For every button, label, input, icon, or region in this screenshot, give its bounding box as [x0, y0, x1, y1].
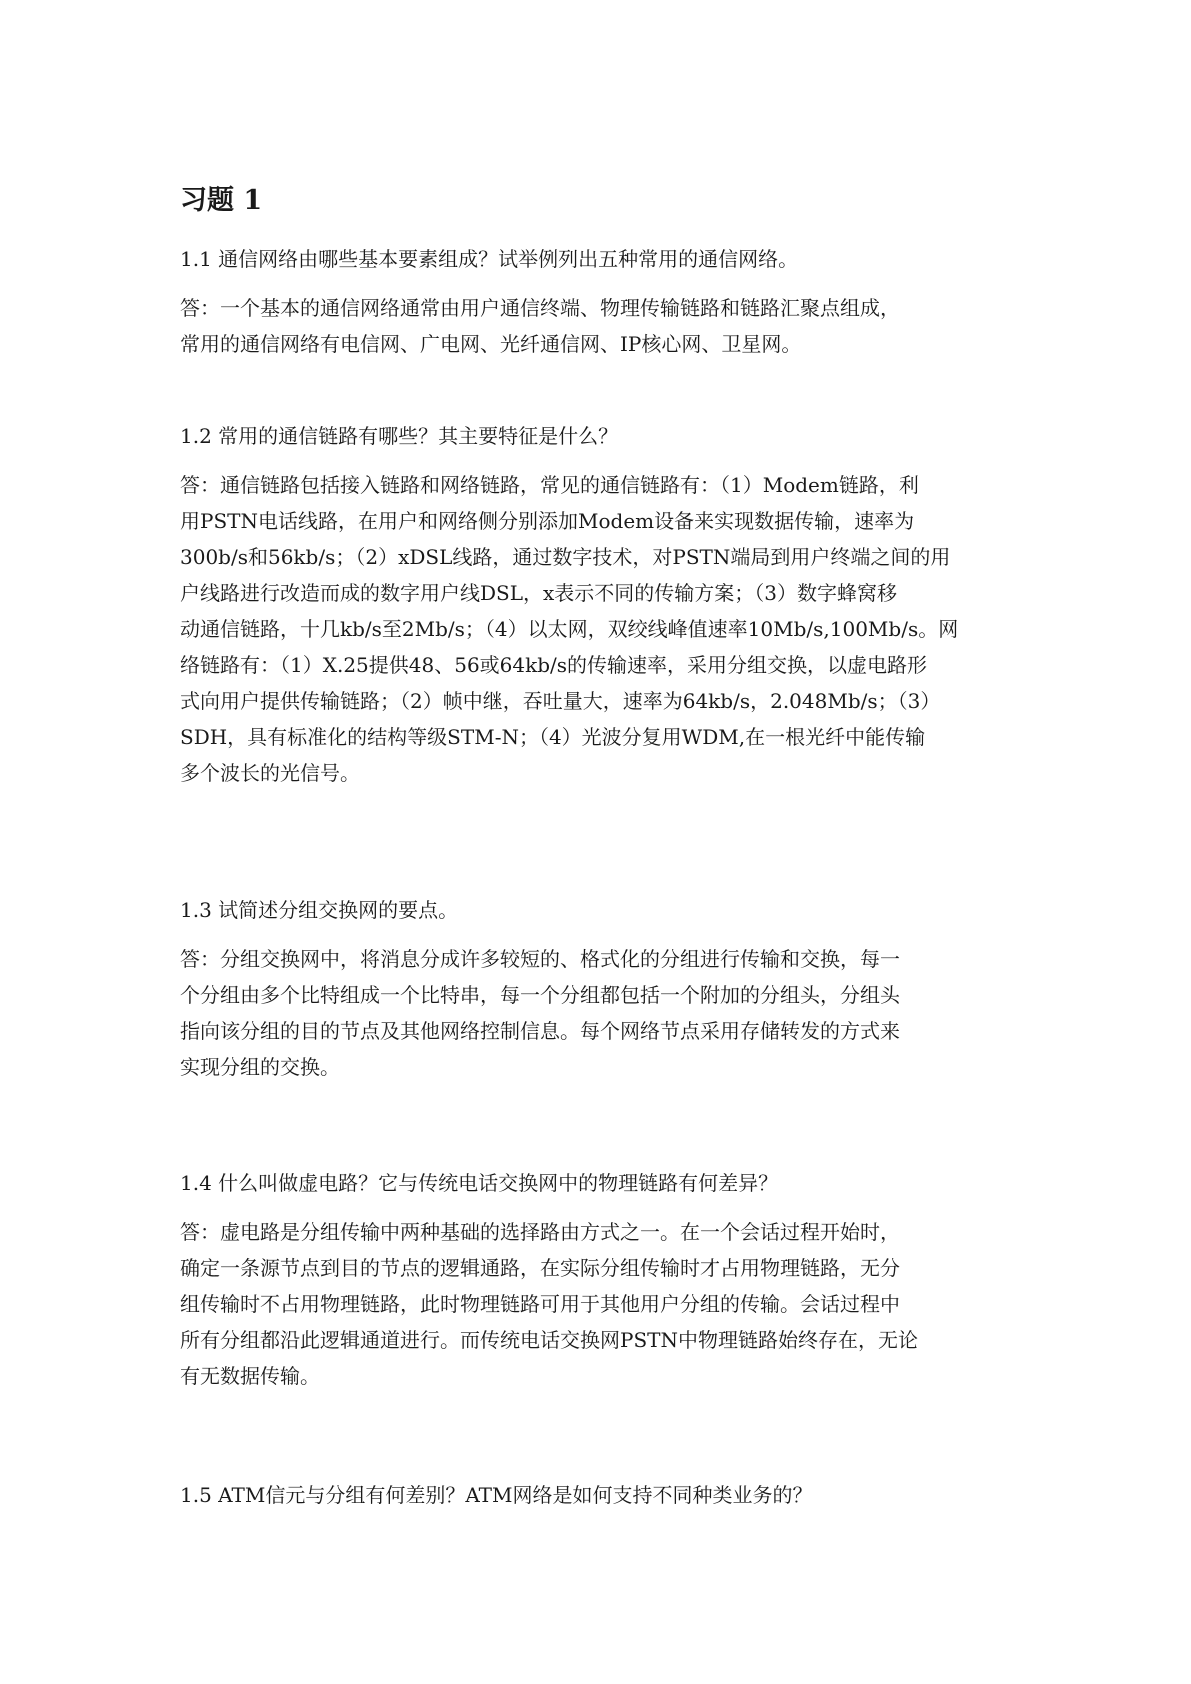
- answer-line: 指向该分组的目的节点及其他网络控制信息。每个网络节点采用存储转发的方式来: [180, 1019, 900, 1043]
- question-1-5: 1.5 ATM信元与分组有何差别？ATM网络是如何支持不同种类业务的？: [180, 1483, 813, 1507]
- page-title: 习题 1: [180, 185, 263, 216]
- answer-line: 300b/s和56kb/s；（2）xDSL线路，通过数字技术，对PSTN端局到用户终端之间的用: [180, 545, 951, 569]
- answer-line: 常用的通信网络有电信网、广电网、光纤通信网、IP核心网、卫星网。: [180, 332, 802, 356]
- answer-line: 答：通信链路包括接入链路和网络链路，常见的通信链路有：（1）Modem链路，利: [180, 473, 919, 497]
- answer-line: 户线路进行改造而成的数字用户线DSL，x表示不同的传输方案；（3）数字蜂窝移: [180, 581, 898, 605]
- answer-line: 答：一个基本的通信网络通常由用户通信终端、物理传输链路和链路汇聚点组成，: [180, 296, 900, 320]
- answer-1-1: [180, 290, 1020, 362]
- answer-line: 答：分组交换网中，将消息分成许多较短的、格式化的分组进行传输和交换，每一: [180, 947, 900, 971]
- question-1-3: 1.3 试简述分组交换网的要点。: [180, 898, 459, 922]
- answer-line: 所有分组都沿此逻辑通道进行。而传统电话交换网PSTN中物理链路始终存在，无论: [180, 1328, 918, 1352]
- answer-line: 确定一条源节点到目的节点的逻辑通路，在实际分组传输时才占用物理链路，无分: [180, 1256, 900, 1280]
- answer-line: 实现分组的交换。: [180, 1055, 340, 1079]
- answer-line: 组传输时不占用物理链路，此时物理链路可用于其他用户分组的传输。会话过程中: [180, 1292, 900, 1316]
- answer-1-3: [180, 941, 1020, 1085]
- answer-line: 答：虚电路是分组传输中两种基础的选择路由方式之一。在一个会话过程开始时，: [180, 1220, 900, 1244]
- answer-line: 有无数据传输。: [180, 1364, 320, 1388]
- answer-line: 式向用户提供传输链路；（2）帧中继，吞吐量大，速率为64kb/s，2.048Mb/s；（3）: [180, 689, 941, 713]
- answer-1-4: [180, 1214, 1020, 1394]
- question-1-2: 1.2 常用的通信链路有哪些？其主要特征是什么？: [180, 424, 619, 448]
- answer-line: 个分组由多个比特组成一个比特串，每一个分组都包括一个附加的分组头，分组头: [180, 983, 900, 1007]
- question-1-1: 1.1 通信网络由哪些基本要素组成？试举例列出五种常用的通信网络。: [180, 247, 799, 271]
- answer-line: SDH，具有标准化的结构等级STM-N；（4）光波分复用WDM,在一根光纤中能传输: [180, 725, 926, 749]
- answer-line: 多个波长的光信号。: [180, 761, 360, 785]
- question-1-4: 1.4 什么叫做虚电路？它与传统电话交换网中的物理链路有何差异？: [180, 1171, 779, 1195]
- answer-line: 动通信链路，十几kb/s至2Mb/s；（4）以太网，双绞线峰值速率10Mb/s,100Mb/s。网: [180, 617, 959, 641]
- answer-line: 络链路有：（1）X.25提供48、56或64kb/s的传输速率，采用分组交换，以虚电路形: [180, 653, 928, 677]
- answer-1-2: [180, 467, 1020, 791]
- answer-line: 用PSTN电话线路，在用户和网络侧分别添加Modem设备来实现数据传输，速率为: [180, 509, 915, 533]
